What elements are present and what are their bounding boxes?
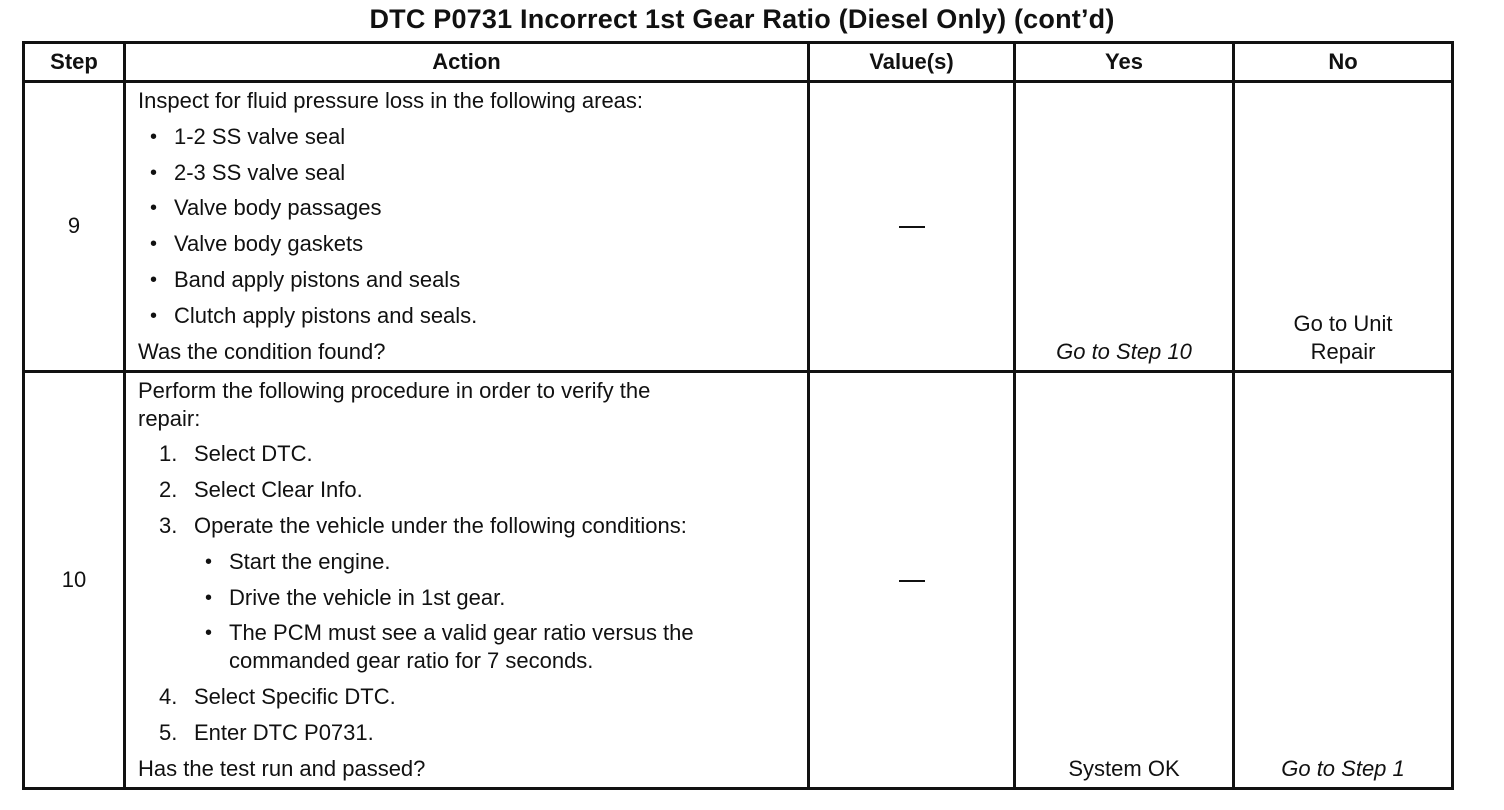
action-question: Has the test run and passed? [138, 755, 426, 781]
procedure-step [138, 440, 797, 468]
step-index: 3. [159, 512, 178, 538]
action-cell [125, 82, 809, 372]
step-number: 9 [24, 82, 125, 372]
header-yes: Yes [1015, 43, 1234, 82]
list-item: • Valve body gaskets [138, 230, 797, 258]
condition-line: • The PCM must see a valid gear ratio versus the [229, 620, 694, 646]
diagnostic-table [22, 41, 1454, 790]
list-item: • Valve body passages [138, 194, 797, 222]
action-intro: Perform the following procedure in order to verify the [138, 377, 651, 403]
list-item: • 2-3 SS valve seal [138, 159, 797, 187]
list-item: • Clutch apply pistons and seals. [138, 302, 797, 330]
step-index: 4. [159, 684, 178, 710]
value-cell [809, 371, 1015, 788]
step-index: 5. [159, 719, 178, 745]
step-text: Select DTC. [194, 441, 313, 467]
inspection-list [138, 123, 797, 330]
step-text: Select Clear Info. [194, 477, 363, 503]
condition-line: commanded gear ratio for 7 seconds. [229, 648, 594, 674]
yes-cell: System OK [1015, 371, 1234, 788]
step-text: Operate the vehicle under the following conditions: [194, 512, 687, 538]
step-number: 10 [24, 371, 125, 788]
step-text: Select Specific DTC. [194, 684, 396, 710]
header-step: Step [24, 43, 125, 82]
header-row [24, 43, 1453, 82]
no-line-1: Go to Unit [1293, 310, 1393, 336]
value-cell [809, 82, 1015, 372]
procedure-step [138, 476, 797, 504]
condition-item: • Start the engine. [194, 548, 797, 576]
header-values: Value(s) [809, 43, 1015, 82]
procedure-list [138, 440, 797, 747]
procedure-step [138, 719, 797, 747]
no-cell [1234, 82, 1453, 372]
condition-item: • Drive the vehicle in 1st gear. [194, 584, 797, 612]
table-row-step-9 [24, 82, 1453, 372]
procedure-step [138, 683, 797, 711]
page-title: DTC P0731 Incorrect 1st Gear Ratio (Diesel Only) (cont’d) [369, 4, 1115, 34]
list-item: • Band apply pistons and seals [138, 266, 797, 294]
step-index: 1. [159, 441, 178, 467]
action-intro-cont: repair: [138, 405, 201, 431]
table-row-step-10 [24, 371, 1453, 788]
conditions-list [194, 548, 797, 676]
no-line-2: Repair [1310, 338, 1376, 364]
list-item: • 1-2 SS valve seal [138, 123, 797, 151]
step-index: 2. [159, 477, 178, 503]
empty-value-dash [899, 580, 925, 582]
no-cell: Go to Step 1 [1234, 371, 1453, 788]
empty-value-dash [899, 226, 925, 228]
header-action: Action [125, 43, 809, 82]
yes-cell: Go to Step 10 [1015, 82, 1234, 372]
action-question: Was the condition found? [138, 338, 386, 364]
action-intro: Inspect for fluid pressure loss in the following areas: [138, 88, 644, 113]
header-no: No [1234, 43, 1453, 82]
action-cell [125, 371, 809, 788]
condition-item [194, 619, 797, 675]
step-text: Enter DTC P0731. [194, 719, 374, 745]
procedure-step [138, 512, 797, 675]
